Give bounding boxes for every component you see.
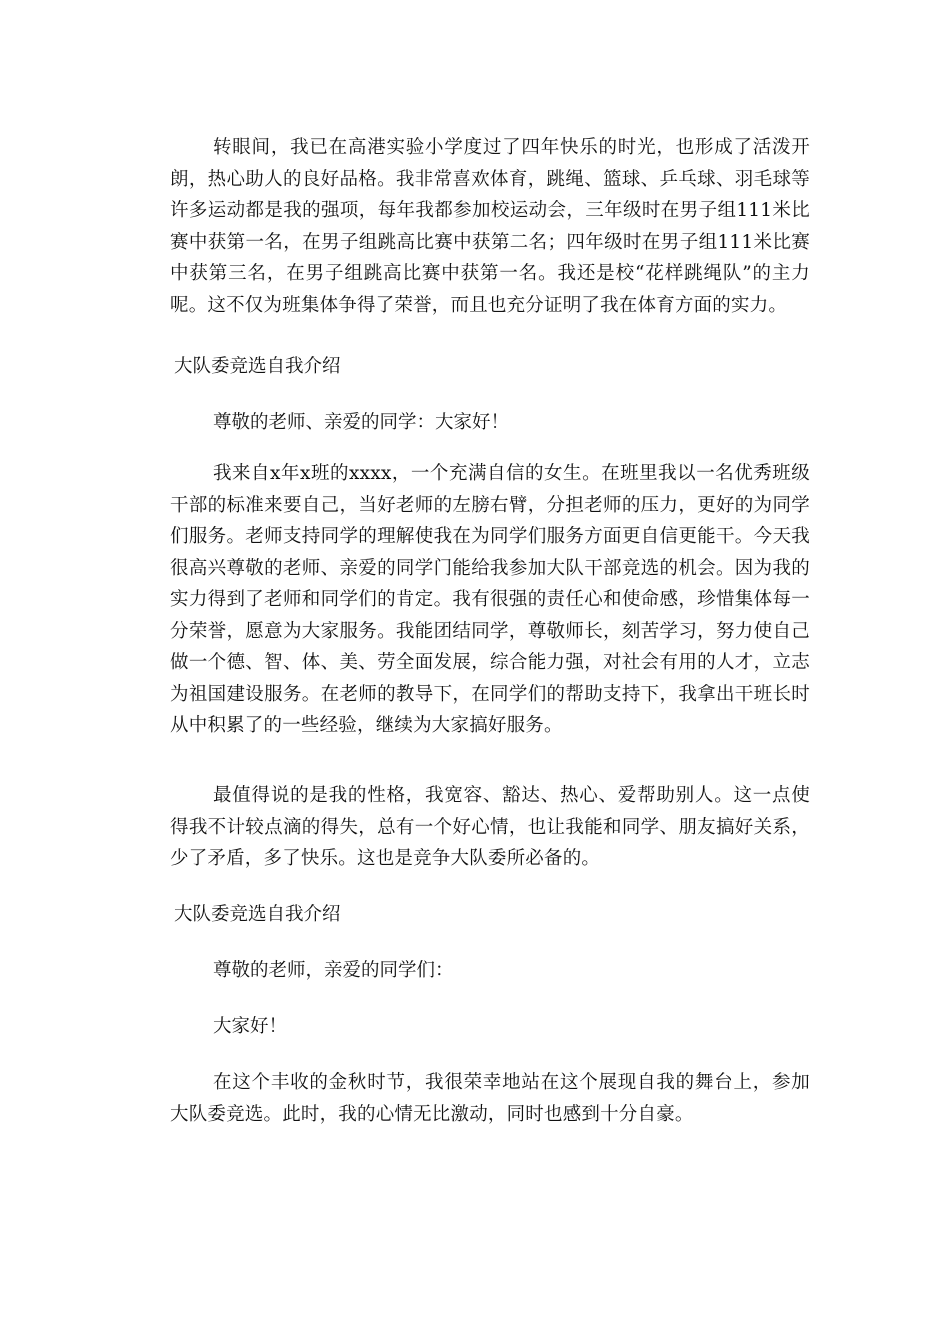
intro-paragraph: 转眼间，我已在高港实验小学度过了四年快乐的时光，也形成了活泼开朗，热心助人的良好品格。我非常喜欢体育，跳绳、篮球、乒乓球、羽毛球等许多运动都是我的强项，每年我都参加校运动会，三年级时在男子组111米比赛中获第一名，在男子组跳高比赛中获第二名；四年级时在男子组111米比赛中获第三名，在男子组跳高比赛中获第一名。我还是校“花样跳绳队”的主力呢。这不仅为班集体争得了荣誉，而且也充分证明了我在体育方面的实力。	[170, 137, 810, 316]
section-title-1: 大队委竞选自我介绍	[174, 356, 341, 377]
section2-paragraph1: 在这个丰收的金秋时节，我很荣幸地站在这个展现自我的舞台上，参加大队委竞选。此时，我的心情无比激动，同时也感到十分自豪。	[170, 1072, 810, 1125]
greeting-1: 尊敬的老师、亲爱的同学：大家好！	[213, 412, 510, 433]
section1-paragraph2: 最值得说的是我的性格，我宽容、豁达、热心、爱帮助别人。这一点使得我不计较点滴的得失，总有一个好心情，也让我能和同学、朋友搞好关系，少了矛盾，多了快乐。这也是竞争大队委所必备的。	[170, 785, 810, 869]
section1-paragraph1: 我来自x年x班的xxxx，一个充满自信的女生。在班里我以一名优秀班级干部的标准来要自己，当好老师的左膀右臂，分担老师的压力，更好的为同学们服务。老师支持同学的理解使我在为同学们服务方面更自信更能干。今天我很高兴尊敬的老师、亲爱的同学门能给我参加大队干部竞选的机会。因为我的实力得到了老师和同学们的肯定。我有很强的责任心和使命感，珍惜集体每一分荣誉，愿意为大家服务。我能团结同学，尊敬师长，刻苦学习，努力使自己做一个德、智、体、美、劳全面发展，综合能力强，对社会有用的人才，立志为祖国建设服务。在老师的教导下，在同学们的帮助支持下，我拿出干班长时从中积累了的一些经验，继续为大家搞好服务。	[170, 463, 810, 736]
greeting-2: 尊敬的老师，亲爱的同学们：	[213, 960, 454, 981]
section-title-2: 大队委竞选自我介绍	[174, 904, 341, 925]
hello-line: 大家好！	[213, 1016, 288, 1037]
